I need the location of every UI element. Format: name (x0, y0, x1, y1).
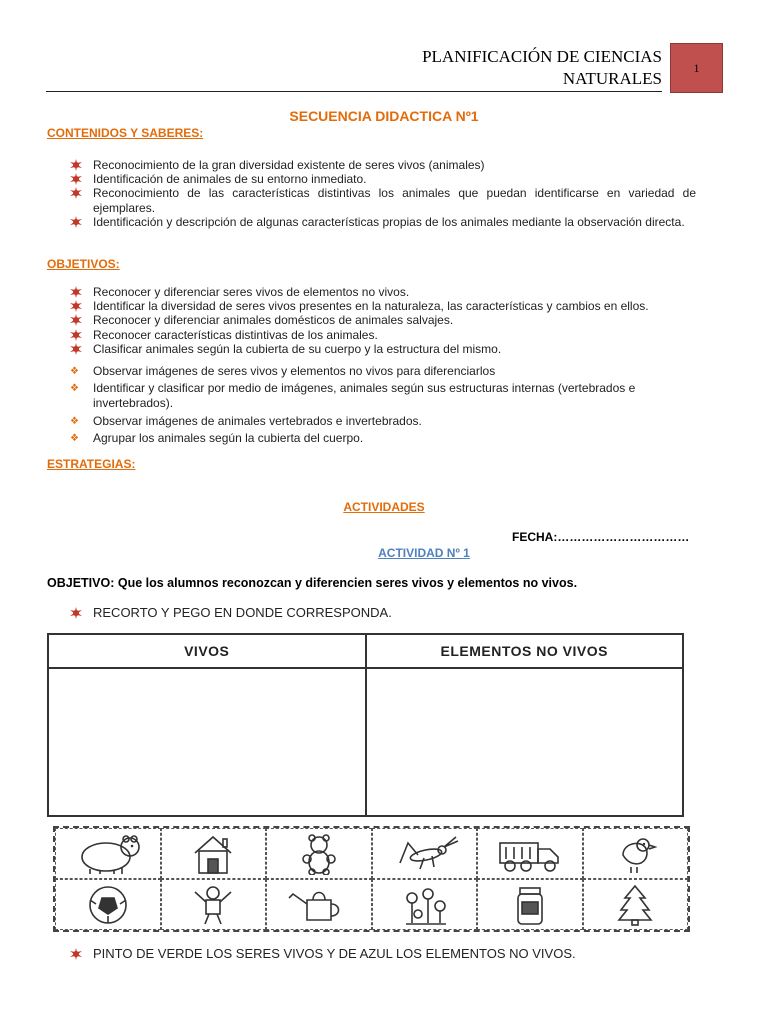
star-bullet-icon (70, 187, 82, 199)
list-item: Reconocer y diferenciar animales domésticos de animales salvajes. (70, 313, 696, 327)
drop-zone-living[interactable] (48, 668, 366, 816)
strategies-heading: ESTRATEGIAS: (47, 457, 136, 471)
page-number-box (670, 43, 723, 93)
child-icon (173, 884, 253, 926)
cutout-cell[interactable] (583, 879, 689, 930)
list-item: ❖ Observar imágenes de animales vertebrados e invertebrados. (70, 413, 422, 428)
list-item: Reconocer y diferenciar seres vivos de elementos no vivos. (70, 285, 696, 299)
list-item: ❖ Identificar y clasificar por medio de imágenes, animales según sus estructuras internas (vertebrados e invertebrados). (70, 380, 636, 410)
star-bullet-icon (70, 607, 82, 619)
cutout-cell[interactable] (266, 828, 372, 879)
star-bullet-icon (70, 286, 82, 298)
list-item: Reconocimiento de la gran diversidad existente de seres vivos (animales) (70, 158, 696, 172)
star-bullet-icon (70, 343, 82, 355)
ball-icon (68, 884, 148, 926)
watering-can-icon (279, 884, 359, 926)
house-icon (173, 833, 253, 875)
list-item: Identificar la diversidad de seres vivos presentes en la naturaleza, las características y cambios en ellos. (70, 299, 696, 313)
column-header-living: VIVOS (48, 634, 366, 668)
header-rule (46, 91, 662, 92)
bear-icon (68, 833, 148, 875)
star-bullet-icon (70, 216, 82, 228)
instruction-color: PINTO DE VERDE LOS SERES VIVOS Y DE AZUL LOS ELEMENTOS NO VIVOS. (70, 946, 576, 961)
cutout-cell[interactable] (583, 828, 689, 879)
cutout-grid (53, 826, 690, 932)
cutout-cell[interactable] (266, 879, 372, 930)
tree-icon (595, 884, 675, 926)
contents-list (70, 158, 696, 229)
objectives-sublist (70, 364, 696, 447)
column-header-nonliving: ELEMENTOS NO VIVOS (366, 634, 684, 668)
cutout-cell[interactable] (477, 828, 583, 879)
diamond-bullet-icon: ❖ (70, 366, 79, 377)
diamond-bullet-icon: ❖ (70, 433, 79, 444)
cutout-cell[interactable] (161, 828, 267, 879)
activities-heading: ACTIVIDADES (343, 500, 425, 514)
sequence-title: SECUENCIA DIDACTICA Nº1 (289, 108, 479, 124)
star-bullet-icon (70, 948, 82, 960)
header-title-line2: NATURALES (562, 69, 662, 88)
header-title-line1: PLANIFICACIÓN DE CIENCIAS (422, 47, 662, 66)
diamond-bullet-icon: ❖ (70, 382, 79, 394)
truck-icon (490, 833, 570, 875)
activity-objective: OBJETIVO: Que los alumnos reconozcan y diferencien seres vivos y elementos no vivos. (47, 576, 578, 590)
diamond-bullet-icon: ❖ (70, 415, 79, 427)
grasshopper-icon (384, 833, 464, 875)
list-item: Identificación de animales de su entorno inmediato. (70, 172, 696, 186)
list-item: Clasificar animales según la cubierta de su cuerpo y la estructura del mismo. (70, 342, 696, 356)
star-bullet-icon (70, 314, 82, 326)
page-number: 1 (693, 60, 700, 75)
drop-zone-nonliving[interactable] (366, 668, 684, 816)
date-field: FECHA:…………………………… (512, 530, 690, 544)
activity-title: ACTIVIDAD Nº 1 (378, 546, 470, 560)
cutout-cell[interactable] (477, 879, 583, 930)
list-item: ❖ Observar imágenes de seres vivos y elementos no vivos para diferenciarlos (70, 364, 496, 378)
list-item: Reconocimiento de las características distintivas los animales que puedan identificarse en variedad de ejemplares. (70, 186, 696, 214)
cutout-cell[interactable] (372, 879, 478, 930)
cutout-cell[interactable] (161, 879, 267, 930)
list-item: Reconocer características distintivas de los animales. (70, 328, 696, 342)
teddy-bear-icon (279, 833, 359, 875)
cutout-cell[interactable] (372, 828, 478, 879)
star-bullet-icon (70, 300, 82, 312)
star-bullet-icon (70, 159, 82, 171)
list-item: ❖ Agrupar los animales según la cubierta del cuerpo. (70, 431, 364, 445)
jar-icon (490, 884, 570, 926)
instruction-cut-paste: RECORTO Y PEGO EN DONDE CORRESPONDA. (70, 605, 392, 620)
star-bullet-icon (70, 173, 82, 185)
objectives-heading: OBJETIVOS: (47, 257, 120, 271)
star-bullet-icon (70, 329, 82, 341)
cutout-cell[interactable] (55, 828, 161, 879)
bird-icon (595, 833, 675, 875)
contents-heading: CONTENIDOS Y SABERES: (47, 126, 204, 140)
sorting-table (47, 633, 684, 817)
flowers-icon (384, 884, 464, 926)
objectives-list (70, 285, 696, 356)
list-item: Identificación y descripción de algunas características propias de los animales mediante la observación directa. (70, 215, 696, 229)
cutout-cell[interactable] (55, 879, 161, 930)
document-header-title (422, 46, 662, 90)
